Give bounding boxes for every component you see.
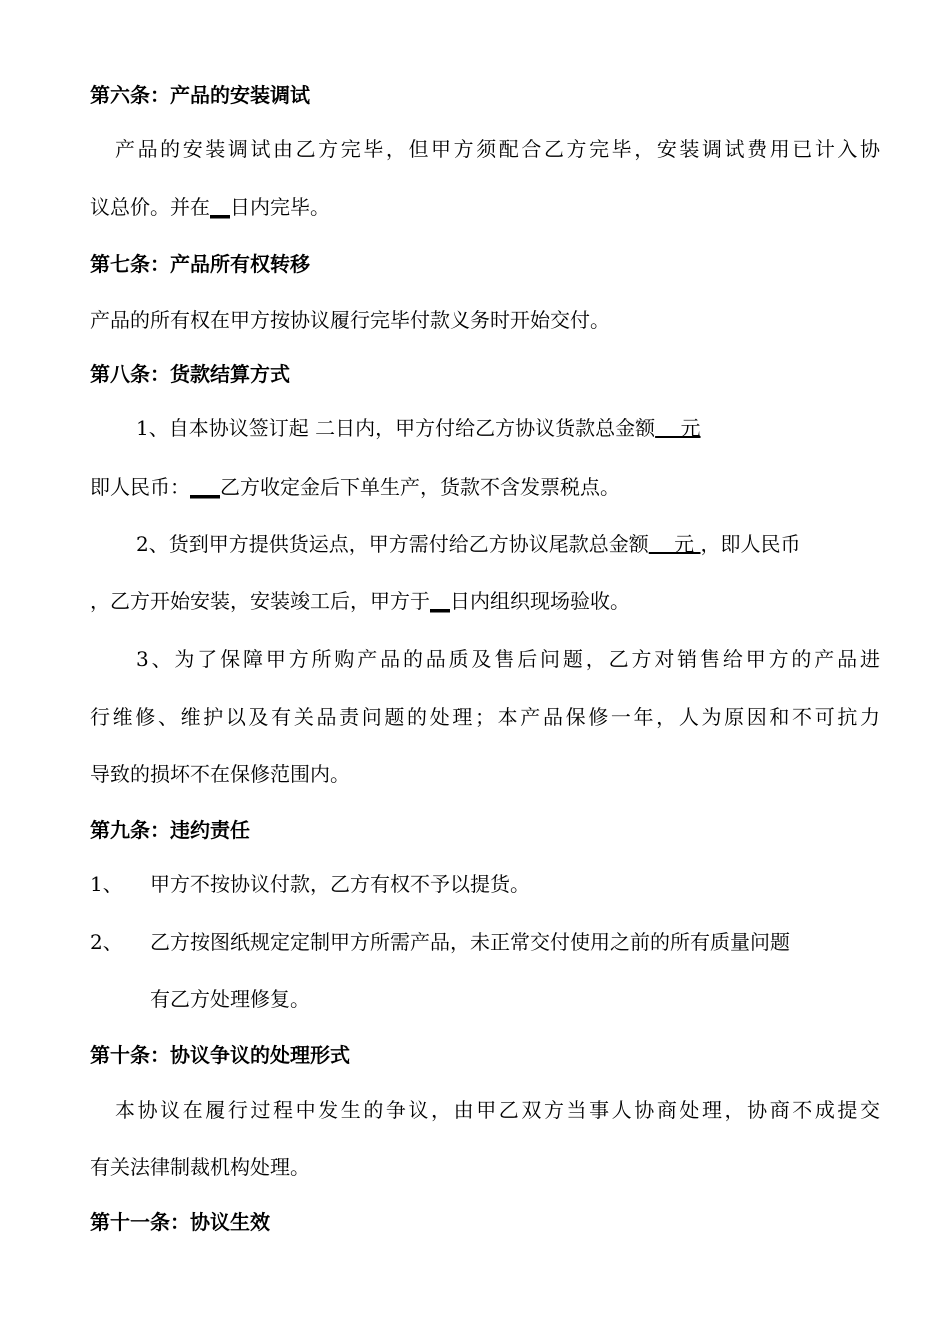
article-8-item-1-line-1 <box>136 415 896 441</box>
blank-total-amount: 元 <box>655 416 701 440</box>
text-segment: 乙方收定金后下单生产，货款不含发票税点。 <box>220 475 620 499</box>
item-number: 2、 <box>90 930 123 954</box>
article-10-paragraph-line-2: 有关法律制裁机构处理。 <box>90 1155 310 1179</box>
article-9-item-2-continuation: 有乙方处理修复。 <box>150 987 310 1011</box>
article-8-item-2-line-2 <box>90 588 890 614</box>
blank-final-amount: 元 <box>648 532 701 556</box>
item-number: 1、 <box>90 872 123 896</box>
blank-inspection-days: __ <box>430 589 450 613</box>
text-segment: 即人民币： <box>90 475 190 499</box>
text-segment: 日内组织现场验收。 <box>450 589 630 613</box>
article-9-item-2 <box>90 929 890 955</box>
article-9-item-1 <box>90 871 890 897</box>
article-6-paragraph-line-2 <box>90 194 890 220</box>
text-segment: 1、自本协议签订起 二日内，甲方付给乙方协议货款总金额 <box>136 416 656 440</box>
article-8-heading: 第八条：货款结算方式 <box>90 362 290 386</box>
text-segment: 日内完毕。 <box>230 195 330 219</box>
text-segment: 2、货到甲方提供货运点，甲方需付给乙方协议尾款总金额 <box>136 532 649 556</box>
article-8-item-2-line-1 <box>136 531 884 557</box>
article-7-paragraph: 产品的所有权在甲方按协议履行完毕付款义务时开始交付。 <box>90 308 610 332</box>
article-8-item-3-line-1: 3、为了保障甲方所购产品的品质及售后问题，乙方对销售给甲方的产品进 <box>136 647 880 671</box>
item-text: 甲方不按协议付款，乙方有权不予以提货。 <box>150 872 530 896</box>
article-9-heading: 第九条：违约责任 <box>90 818 250 842</box>
blank-days: __ <box>210 195 230 219</box>
article-8-item-3-line-2: 行维修、维护以及有关品责问题的处理；本产品保修一年，人为原因和不可抗力 <box>90 705 880 729</box>
text-segment: 议总价。并在 <box>90 195 210 219</box>
article-8-item-3-line-3: 导致的损坏不在保修范围内。 <box>90 762 350 786</box>
article-8-item-1-line-2 <box>90 474 890 500</box>
item-text: 乙方按图纸规定定制甲方所需产品，未正常交付使用之前的所有质量问题 <box>150 930 790 954</box>
text-segment: ，乙方开始安装，安装竣工后，甲方于 <box>90 589 430 613</box>
article-10-heading: 第十条：协议争议的处理形式 <box>90 1043 350 1067</box>
article-11-heading: 第十一条：协议生效 <box>90 1210 270 1234</box>
blank-rmb: ___ <box>190 475 220 499</box>
article-7-heading: 第七条：产品所有权转移 <box>90 252 310 276</box>
article-6-paragraph-line-1: 产品的安装调试由乙方完毕，但甲方须配合乙方完毕，安装调试费用已计入协 <box>115 137 880 161</box>
article-10-paragraph-line-1: 本协议在履行过程中发生的争议，由甲乙双方当事人协商处理，协商不成提交 <box>115 1098 880 1122</box>
text-segment: ，即人民币 <box>700 532 801 556</box>
article-6-heading: 第六条：产品的安装调试 <box>90 83 310 107</box>
